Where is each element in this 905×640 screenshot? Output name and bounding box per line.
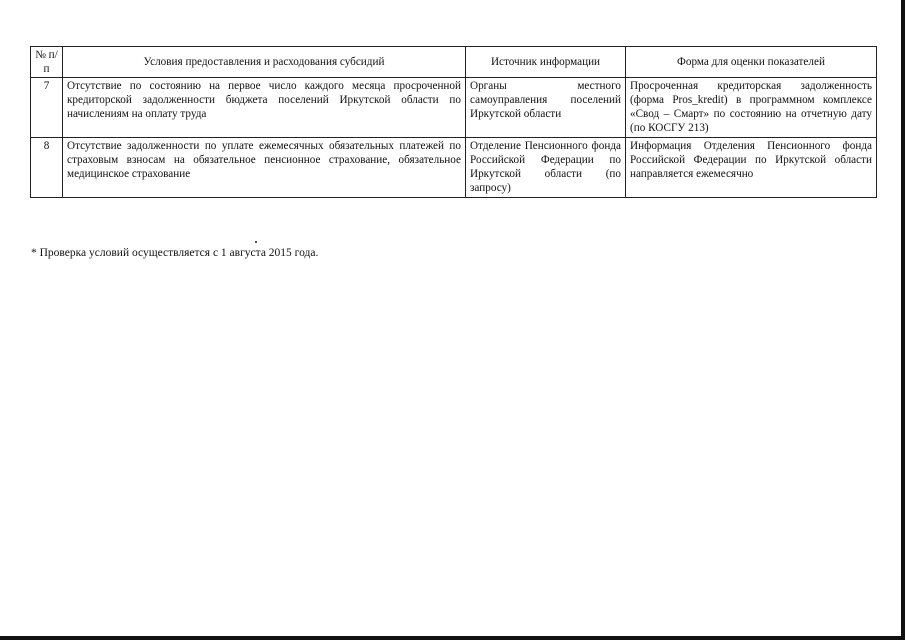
footnote: * Проверка условий осуществляется с 1 августа 2015 года.	[31, 247, 319, 259]
row-source: Отделение Пенсионного фонда Российской Федерации по Иркутской области (по запросу)	[466, 138, 626, 198]
scan-border-right	[901, 0, 905, 640]
scan-speck	[255, 241, 257, 243]
header-conditions: Условия предоставления и расходования субсидий	[63, 47, 466, 78]
row-num: 7	[31, 78, 63, 138]
table-header-row	[31, 47, 877, 78]
row-conditions: Отсутствие по состоянию на первое число каждого месяца просроченной кредиторской задолженности бюджета поселений Иркутской области по начислениям на оплату труда	[63, 78, 466, 138]
header-num: № п/п	[31, 47, 63, 78]
row-num: 8	[31, 138, 63, 198]
row-form: Просроченная кредиторская задолженность (форма Pros_kredit) в программном комплексе «Свод – Смарт» по состоянию на отчетную дату (по КОСГУ 213)	[626, 78, 877, 138]
scan-border-bottom	[0, 636, 905, 640]
header-form: Форма для оценки показателей	[626, 47, 877, 78]
table-row	[31, 78, 877, 138]
row-form: Информация Отделения Пенсионного фонда Российской Федерации по Иркутской области направляется ежемесячно	[626, 138, 877, 198]
row-source: Органы местного самоуправления поселений Иркутской области	[466, 78, 626, 138]
table-row	[31, 138, 877, 198]
subsidy-conditions-table	[30, 46, 877, 198]
header-source: Источник информации	[466, 47, 626, 78]
row-conditions: Отсутствие задолженности по уплате ежемесячных обязательных платежей по страховым взносам на обязательное пенсионное страхование, обязательное медицинское страхование	[63, 138, 466, 198]
